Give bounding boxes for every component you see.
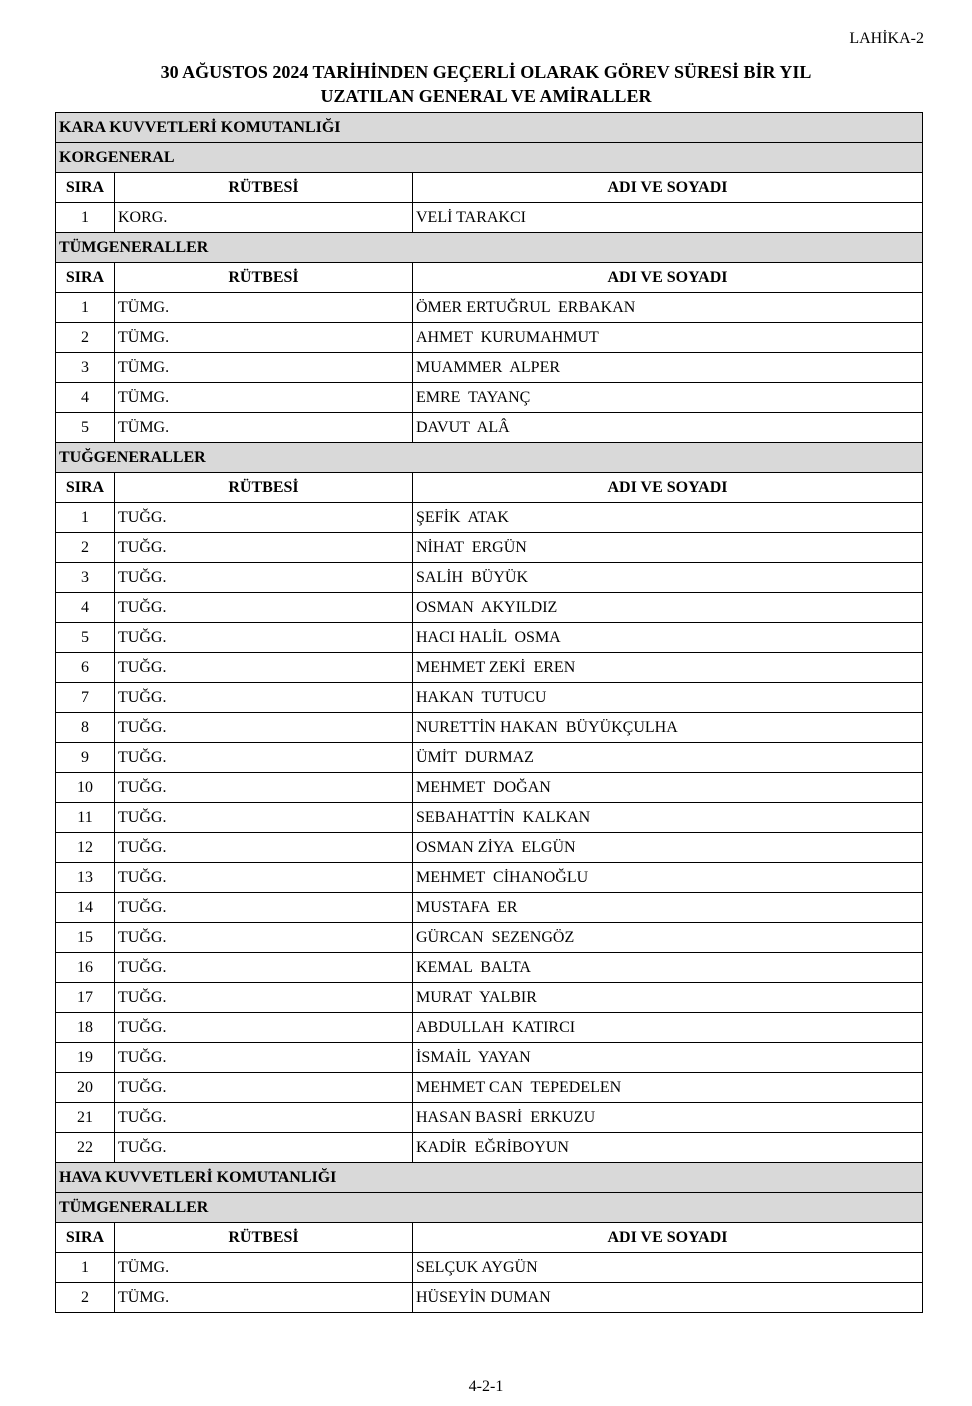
row-name: MEHMET DOĞAN: [413, 773, 923, 803]
officers-table-body: [56, 113, 923, 1313]
rank-group-title: TUĞGENERALLER: [56, 443, 923, 473]
row-number: 3: [56, 563, 115, 593]
row-name: SALİH BÜYÜK: [413, 563, 923, 593]
row-rank: TUĞG.: [115, 533, 413, 563]
row-number: 22: [56, 1133, 115, 1163]
table-row: [56, 953, 923, 983]
row-rank: KORG.: [115, 203, 413, 233]
row-name: ÖMER ERTUĞRUL ERBAKAN: [413, 293, 923, 323]
row-name: VELİ TARAKCI: [413, 203, 923, 233]
row-number: 21: [56, 1103, 115, 1133]
row-rank: TUĞG.: [115, 743, 413, 773]
row-rank: TÜMG.: [115, 293, 413, 323]
table-row: [56, 323, 923, 353]
command-title: HAVA KUVVETLERİ KOMUTANLIĞI: [56, 1163, 923, 1193]
row-rank: TUĞG.: [115, 923, 413, 953]
row-name: SEBAHATTİN KALKAN: [413, 803, 923, 833]
command-title: KARA KUVVETLERİ KOMUTANLIĞI: [56, 113, 923, 143]
table-row: [56, 563, 923, 593]
rank-group-title: TÜMGENERALLER: [56, 233, 923, 263]
header-rank: RÜTBESİ: [115, 173, 413, 203]
row-number: 12: [56, 833, 115, 863]
row-name: KEMAL BALTA: [413, 953, 923, 983]
rank-group-title: KORGENERAL: [56, 143, 923, 173]
table-row: [56, 773, 923, 803]
rank-group-title: TÜMGENERALLER: [56, 1193, 923, 1223]
row-rank: TUĞG.: [115, 1133, 413, 1163]
row-number: 5: [56, 623, 115, 653]
row-number: 1: [56, 293, 115, 323]
header-name: ADI VE SOYADI: [413, 473, 923, 503]
header-name: ADI VE SOYADI: [413, 173, 923, 203]
row-name: HACI HALİL OSMA: [413, 623, 923, 653]
row-rank: TUĞG.: [115, 1103, 413, 1133]
table-row: [56, 983, 923, 1013]
header-rank: RÜTBESİ: [115, 473, 413, 503]
row-rank: TUĞG.: [115, 593, 413, 623]
row-number: 4: [56, 383, 115, 413]
row-number: 11: [56, 803, 115, 833]
row-number: 2: [56, 1283, 115, 1313]
table-row: [56, 653, 923, 683]
row-number: 1: [56, 503, 115, 533]
header-sira: SIRA: [56, 473, 115, 503]
row-number: 7: [56, 683, 115, 713]
table-row: [56, 383, 923, 413]
row-rank: TUĞG.: [115, 893, 413, 923]
table-row: [56, 623, 923, 653]
officers-table: [55, 112, 923, 1313]
page-number: 4-2-1: [468, 1378, 504, 1395]
row-rank: TUĞG.: [115, 653, 413, 683]
row-name: ÜMİT DURMAZ: [413, 743, 923, 773]
rank-group-row: [56, 443, 923, 473]
row-number: 13: [56, 863, 115, 893]
table-row: [56, 1283, 923, 1313]
title-line-1: 30 AĞUSTOS 2024 TARİHİNDEN GEÇERLİ OLARAK GÖREV SÜRESİ BİR YIL: [160, 62, 812, 82]
rank-group-row: [56, 1193, 923, 1223]
table-row: [56, 683, 923, 713]
command-row: [56, 1163, 923, 1193]
table-row: [56, 413, 923, 443]
row-number: 3: [56, 353, 115, 383]
row-rank: TUĞG.: [115, 683, 413, 713]
row-number: 14: [56, 893, 115, 923]
table-row: [56, 1253, 923, 1283]
row-rank: TÜMG.: [115, 383, 413, 413]
table-row: [56, 863, 923, 893]
row-number: 4: [56, 593, 115, 623]
row-number: 10: [56, 773, 115, 803]
row-number: 15: [56, 923, 115, 953]
row-number: 2: [56, 533, 115, 563]
row-rank: TÜMG.: [115, 353, 413, 383]
table-row: [56, 503, 923, 533]
row-rank: TÜMG.: [115, 1253, 413, 1283]
row-rank: TUĞG.: [115, 983, 413, 1013]
row-rank: TÜMG.: [115, 323, 413, 353]
row-name: HÜSEYİN DUMAN: [413, 1283, 923, 1313]
row-number: 5: [56, 413, 115, 443]
column-header-row: [56, 173, 923, 203]
header-sira: SIRA: [56, 173, 115, 203]
row-name: İSMAİL YAYAN: [413, 1043, 923, 1073]
row-name: HASAN BASRİ ERKUZU: [413, 1103, 923, 1133]
column-header-row: [56, 473, 923, 503]
row-name: MUAMMER ALPER: [413, 353, 923, 383]
row-rank: TUĞG.: [115, 713, 413, 743]
row-number: 2: [56, 323, 115, 353]
row-name: MEHMET CAN TEPEDELEN: [413, 1073, 923, 1103]
row-rank: TUĞG.: [115, 1073, 413, 1103]
row-rank: TUĞG.: [115, 1013, 413, 1043]
header-rank: RÜTBESİ: [115, 263, 413, 293]
row-number: 9: [56, 743, 115, 773]
row-number: 17: [56, 983, 115, 1013]
table-row: [56, 923, 923, 953]
row-rank: TUĞG.: [115, 803, 413, 833]
row-rank: TUĞG.: [115, 953, 413, 983]
row-name: NİHAT ERGÜN: [413, 533, 923, 563]
rank-group-row: [56, 143, 923, 173]
row-rank: TÜMG.: [115, 413, 413, 443]
row-rank: TÜMG.: [115, 1283, 413, 1313]
table-row: [56, 893, 923, 923]
row-rank: TUĞG.: [115, 503, 413, 533]
table-row: [56, 713, 923, 743]
table-row: [56, 1133, 923, 1163]
row-number: 20: [56, 1073, 115, 1103]
header-name: ADI VE SOYADI: [413, 1223, 923, 1253]
row-number: 16: [56, 953, 115, 983]
row-number: 8: [56, 713, 115, 743]
table-row: [56, 293, 923, 323]
row-name: KADİR EĞRİBOYUN: [413, 1133, 923, 1163]
row-rank: TUĞG.: [115, 623, 413, 653]
row-rank: TUĞG.: [115, 773, 413, 803]
row-name: HAKAN TUTUCU: [413, 683, 923, 713]
rank-group-row: [56, 233, 923, 263]
row-name: MUSTAFA ER: [413, 893, 923, 923]
row-name: SELÇUK AYGÜN: [413, 1253, 923, 1283]
table-row: [56, 743, 923, 773]
table-row: [56, 1043, 923, 1073]
row-name: MURAT YALBIR: [413, 983, 923, 1013]
row-name: ABDULLAH KATIRCI: [413, 1013, 923, 1043]
row-name: ŞEFİK ATAK: [413, 503, 923, 533]
table-row: [56, 353, 923, 383]
header-rank: RÜTBESİ: [115, 1223, 413, 1253]
row-name: MEHMET CİHANOĞLU: [413, 863, 923, 893]
row-number: 6: [56, 653, 115, 683]
command-row: [56, 113, 923, 143]
header-sira: SIRA: [56, 263, 115, 293]
row-number: 1: [56, 203, 115, 233]
row-name: DAVUT ALÂ: [413, 413, 923, 443]
table-row: [56, 1073, 923, 1103]
row-rank: TUĞG.: [115, 1043, 413, 1073]
table-row: [56, 1013, 923, 1043]
row-rank: TUĞG.: [115, 563, 413, 593]
row-number: 19: [56, 1043, 115, 1073]
row-number: 1: [56, 1253, 115, 1283]
column-header-row: [56, 1223, 923, 1253]
title-line-2: UZATILAN GENERAL VE AMİRALLER: [320, 86, 652, 106]
header-name: ADI VE SOYADI: [413, 263, 923, 293]
row-name: GÜRCAN SEZENGÖZ: [413, 923, 923, 953]
document-title: [0, 60, 972, 108]
row-name: OSMAN ZİYA ELGÜN: [413, 833, 923, 863]
row-name: MEHMET ZEKİ EREN: [413, 653, 923, 683]
table-row: [56, 593, 923, 623]
row-name: AHMET KURUMAHMUT: [413, 323, 923, 353]
column-header-row: [56, 263, 923, 293]
annex-label: LAHİKA-2: [849, 30, 924, 47]
row-name: NURETTİN HAKAN BÜYÜKÇULHA: [413, 713, 923, 743]
table-row: [56, 1103, 923, 1133]
row-rank: TUĞG.: [115, 833, 413, 863]
row-name: OSMAN AKYILDIZ: [413, 593, 923, 623]
table-row: [56, 833, 923, 863]
row-name: EMRE TAYANÇ: [413, 383, 923, 413]
table-row: [56, 533, 923, 563]
table-row: [56, 203, 923, 233]
row-rank: TUĞG.: [115, 863, 413, 893]
row-number: 18: [56, 1013, 115, 1043]
header-sira: SIRA: [56, 1223, 115, 1253]
table-row: [56, 803, 923, 833]
